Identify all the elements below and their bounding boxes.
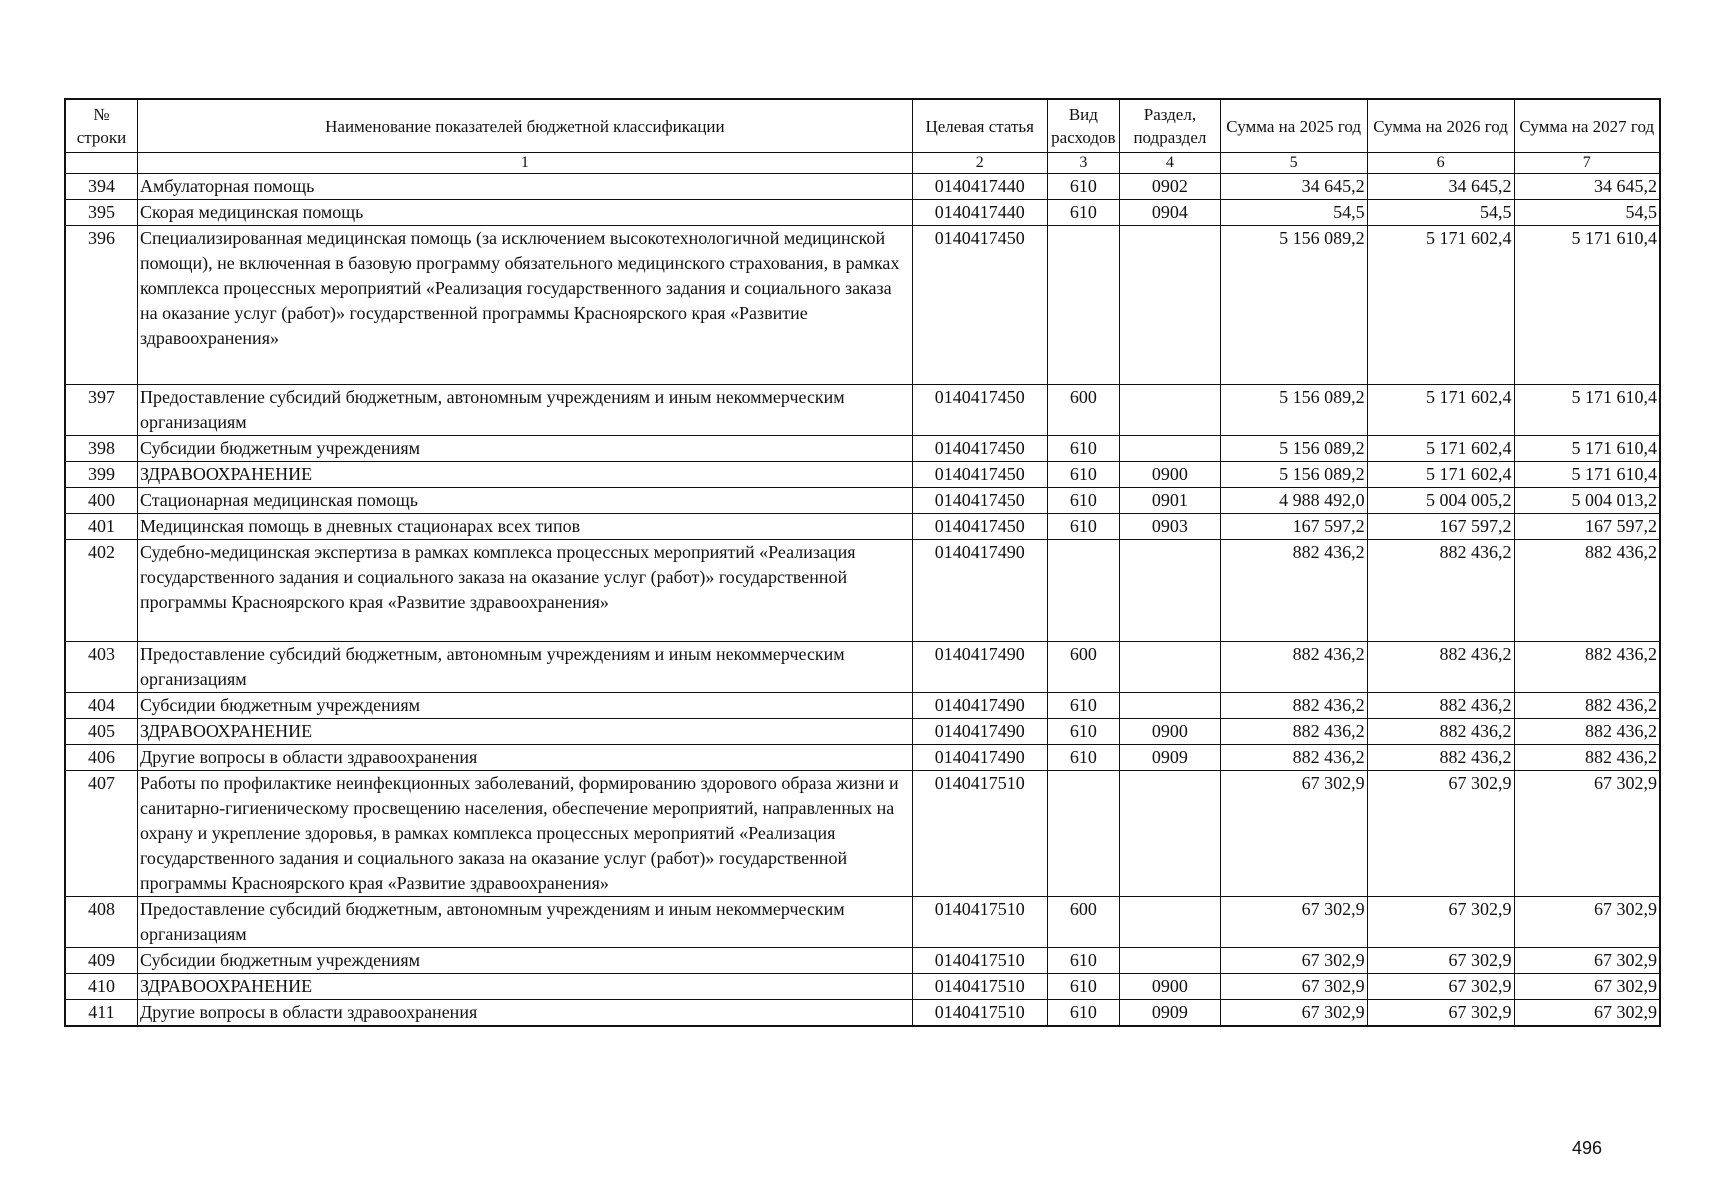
row-target-article: 0140417490	[912, 719, 1047, 745]
row-sum-2026: 882 436,2	[1367, 693, 1514, 719]
row-expense-kind	[1047, 771, 1119, 897]
row-sum-2025: 67 302,9	[1220, 771, 1367, 897]
row-expense-kind: 610	[1047, 693, 1119, 719]
row-target-article: 0140417490	[912, 745, 1047, 771]
row-sum-2026: 5 004 005,2	[1367, 488, 1514, 514]
row-number: 407	[65, 771, 137, 897]
row-name: Специализированная медицинская помощь (за исключением высокотехнологичной медицинской помощи), не включенная в базовую программу обязательного медицинского страхования, в рамках комплекса процессных мероприятий «Реализация государственного задания и социального заказа на оказание услуг (работ)» государственной программы Красноярского края «Развитие здравоохранения»	[137, 226, 912, 385]
row-section	[1120, 642, 1221, 693]
row-number: 405	[65, 719, 137, 745]
row-section	[1120, 436, 1221, 462]
column-number: 1	[137, 153, 912, 174]
table-row	[65, 436, 1660, 462]
row-target-article: 0140417510	[912, 771, 1047, 897]
row-section: 0901	[1120, 488, 1221, 514]
row-sum-2027: 67 302,9	[1514, 948, 1660, 974]
row-sum-2027: 34 645,2	[1514, 174, 1660, 200]
row-number: 395	[65, 200, 137, 226]
row-sum-2025: 5 156 089,2	[1220, 385, 1367, 436]
row-section: 0909	[1120, 1000, 1221, 1027]
row-target-article: 0140417490	[912, 642, 1047, 693]
row-sum-2025: 882 436,2	[1220, 719, 1367, 745]
table-row	[65, 514, 1660, 540]
header-sum-2027: Сумма на 2027 год	[1514, 99, 1660, 153]
row-name: Предоставление субсидий бюджетным, автономным учреждениям и иным некоммерческим организациям	[137, 385, 912, 436]
row-sum-2025: 4 988 492,0	[1220, 488, 1367, 514]
row-number: 411	[65, 1000, 137, 1027]
row-name: Предоставление субсидий бюджетным, автономным учреждениям и иным некоммерческим организациям	[137, 642, 912, 693]
row-sum-2026: 5 171 602,4	[1367, 226, 1514, 385]
row-expense-kind: 610	[1047, 200, 1119, 226]
row-target-article: 0140417440	[912, 200, 1047, 226]
row-number: 396	[65, 226, 137, 385]
row-name: Скорая медицинская помощь	[137, 200, 912, 226]
budget-table	[64, 98, 1661, 1027]
row-sum-2026: 882 436,2	[1367, 745, 1514, 771]
row-sum-2025: 67 302,9	[1220, 948, 1367, 974]
row-sum-2027: 67 302,9	[1514, 771, 1660, 897]
row-section	[1120, 897, 1221, 948]
header-row-no: № строки	[65, 99, 137, 153]
column-number: 3	[1047, 153, 1119, 174]
row-sum-2025: 882 436,2	[1220, 642, 1367, 693]
row-expense-kind: 610	[1047, 462, 1119, 488]
page-number: 496	[1572, 1138, 1603, 1158]
row-section	[1120, 948, 1221, 974]
table-row	[65, 1000, 1660, 1027]
header-row	[65, 99, 1660, 153]
row-sum-2027: 5 171 610,4	[1514, 385, 1660, 436]
table-row	[65, 693, 1660, 719]
row-expense-kind: 600	[1047, 897, 1119, 948]
table-row	[65, 226, 1660, 385]
row-section: 0909	[1120, 745, 1221, 771]
row-sum-2027: 882 436,2	[1514, 642, 1660, 693]
table-row	[65, 948, 1660, 974]
row-sum-2025: 67 302,9	[1220, 974, 1367, 1000]
row-target-article: 0140417510	[912, 974, 1047, 1000]
row-expense-kind: 610	[1047, 174, 1119, 200]
row-sum-2026: 34 645,2	[1367, 174, 1514, 200]
row-sum-2027: 67 302,9	[1514, 974, 1660, 1000]
row-sum-2026: 167 597,2	[1367, 514, 1514, 540]
row-name: Стационарная медицинская помощь	[137, 488, 912, 514]
row-number: 403	[65, 642, 137, 693]
table-row	[65, 488, 1660, 514]
row-sum-2026: 67 302,9	[1367, 897, 1514, 948]
row-target-article: 0140417510	[912, 948, 1047, 974]
table-row	[65, 771, 1660, 897]
row-sum-2025: 5 156 089,2	[1220, 226, 1367, 385]
row-name: Судебно-медицинская экспертиза в рамках комплекса процессных мероприятий «Реализация государственного задания и социального заказа на оказание услуг (работ)» государственной программы Красноярского края «Развитие здравоохранения»	[137, 540, 912, 642]
column-number: 5	[1220, 153, 1367, 174]
row-section	[1120, 385, 1221, 436]
row-sum-2026: 67 302,9	[1367, 974, 1514, 1000]
row-number: 401	[65, 514, 137, 540]
row-target-article: 0140417490	[912, 540, 1047, 642]
table-row	[65, 974, 1660, 1000]
row-sum-2027: 5 171 610,4	[1514, 436, 1660, 462]
row-target-article: 0140417440	[912, 174, 1047, 200]
table-row	[65, 745, 1660, 771]
row-sum-2026: 882 436,2	[1367, 719, 1514, 745]
row-number: 406	[65, 745, 137, 771]
column-number: 4	[1120, 153, 1221, 174]
header-sum-2025: Сумма на 2025 год	[1220, 99, 1367, 153]
row-number: 398	[65, 436, 137, 462]
row-sum-2026: 5 171 602,4	[1367, 436, 1514, 462]
row-name: Субсидии бюджетным учреждениям	[137, 436, 912, 462]
row-section	[1120, 226, 1221, 385]
row-number: 409	[65, 948, 137, 974]
row-section: 0903	[1120, 514, 1221, 540]
row-target-article: 0140417450	[912, 488, 1047, 514]
row-sum-2027: 67 302,9	[1514, 1000, 1660, 1027]
row-sum-2025: 167 597,2	[1220, 514, 1367, 540]
row-name: Работы по профилактике неинфекционных заболеваний, формированию здорового образа жизни и санитарно-гигиеническому просвещению населения, обеспечение мероприятий, направленных на охрану и укрепление здоровья, в рамках комплекса процессных мероприятий «Реализация государственного задания и социального заказа на оказание услуг (работ)» государственной программы Красноярского края «Развитие здравоохранения»	[137, 771, 912, 897]
column-number	[65, 153, 137, 174]
row-sum-2025: 54,5	[1220, 200, 1367, 226]
row-sum-2026: 54,5	[1367, 200, 1514, 226]
row-name: Другие вопросы в области здравоохранения	[137, 745, 912, 771]
row-target-article: 0140417450	[912, 226, 1047, 385]
row-target-article: 0140417450	[912, 385, 1047, 436]
table-row	[65, 462, 1660, 488]
row-sum-2027: 167 597,2	[1514, 514, 1660, 540]
row-sum-2027: 882 436,2	[1514, 540, 1660, 642]
row-name: ЗДРАВООХРАНЕНИЕ	[137, 974, 912, 1000]
row-expense-kind: 610	[1047, 974, 1119, 1000]
row-sum-2027: 67 302,9	[1514, 897, 1660, 948]
row-expense-kind: 610	[1047, 745, 1119, 771]
row-number: 394	[65, 174, 137, 200]
row-expense-kind	[1047, 226, 1119, 385]
row-sum-2026: 67 302,9	[1367, 1000, 1514, 1027]
row-expense-kind: 610	[1047, 719, 1119, 745]
row-section	[1120, 771, 1221, 897]
row-expense-kind: 600	[1047, 385, 1119, 436]
row-sum-2026: 5 171 602,4	[1367, 385, 1514, 436]
row-sum-2025: 34 645,2	[1220, 174, 1367, 200]
row-name: Медицинская помощь в дневных стационарах всех типов	[137, 514, 912, 540]
column-number-row	[65, 153, 1660, 174]
column-number: 7	[1514, 153, 1660, 174]
row-number: 402	[65, 540, 137, 642]
row-expense-kind: 610	[1047, 488, 1119, 514]
row-target-article: 0140417490	[912, 693, 1047, 719]
row-sum-2027: 5 171 610,4	[1514, 226, 1660, 385]
header-section: Раздел, подраздел	[1120, 99, 1221, 153]
row-section: 0900	[1120, 462, 1221, 488]
row-name: Субсидии бюджетным учреждениям	[137, 693, 912, 719]
header-target: Целевая статья	[912, 99, 1047, 153]
row-target-article: 0140417510	[912, 1000, 1047, 1027]
row-sum-2025: 67 302,9	[1220, 1000, 1367, 1027]
row-sum-2026: 882 436,2	[1367, 540, 1514, 642]
row-expense-kind: 610	[1047, 1000, 1119, 1027]
table-row	[65, 719, 1660, 745]
row-sum-2025: 882 436,2	[1220, 540, 1367, 642]
row-expense-kind: 610	[1047, 436, 1119, 462]
row-section	[1120, 693, 1221, 719]
row-sum-2025: 5 156 089,2	[1220, 462, 1367, 488]
header-kind: Вид расходов	[1047, 99, 1119, 153]
row-sum-2027: 5 171 610,4	[1514, 462, 1660, 488]
table-row	[65, 200, 1660, 226]
row-sum-2025: 882 436,2	[1220, 745, 1367, 771]
row-sum-2026: 67 302,9	[1367, 948, 1514, 974]
row-number: 400	[65, 488, 137, 514]
row-sum-2025: 882 436,2	[1220, 693, 1367, 719]
row-number: 404	[65, 693, 137, 719]
table-row	[65, 385, 1660, 436]
row-section: 0904	[1120, 200, 1221, 226]
row-expense-kind: 600	[1047, 642, 1119, 693]
row-expense-kind: 610	[1047, 948, 1119, 974]
row-target-article: 0140417450	[912, 514, 1047, 540]
row-sum-2025: 5 156 089,2	[1220, 436, 1367, 462]
row-section	[1120, 540, 1221, 642]
row-sum-2025: 67 302,9	[1220, 897, 1367, 948]
column-number: 6	[1367, 153, 1514, 174]
row-sum-2027: 5 004 013,2	[1514, 488, 1660, 514]
row-section: 0900	[1120, 719, 1221, 745]
row-sum-2027: 882 436,2	[1514, 719, 1660, 745]
row-name: Предоставление субсидий бюджетным, автономным учреждениям и иным некоммерческим организациям	[137, 897, 912, 948]
row-name: ЗДРАВООХРАНЕНИЕ	[137, 719, 912, 745]
row-sum-2027: 882 436,2	[1514, 693, 1660, 719]
row-sum-2026: 882 436,2	[1367, 642, 1514, 693]
row-name: Другие вопросы в области здравоохранения	[137, 1000, 912, 1027]
header-name: Наименование показателей бюджетной классификации	[137, 99, 912, 153]
table-row	[65, 174, 1660, 200]
row-name: ЗДРАВООХРАНЕНИЕ	[137, 462, 912, 488]
row-section: 0900	[1120, 974, 1221, 1000]
row-expense-kind	[1047, 540, 1119, 642]
row-target-article: 0140417450	[912, 436, 1047, 462]
table-row	[65, 540, 1660, 642]
row-sum-2026: 67 302,9	[1367, 771, 1514, 897]
table-row	[65, 642, 1660, 693]
column-number: 2	[912, 153, 1047, 174]
table-header	[65, 99, 1660, 174]
row-section: 0902	[1120, 174, 1221, 200]
row-sum-2027: 882 436,2	[1514, 745, 1660, 771]
row-number: 397	[65, 385, 137, 436]
row-number: 408	[65, 897, 137, 948]
row-sum-2027: 54,5	[1514, 200, 1660, 226]
row-expense-kind: 610	[1047, 514, 1119, 540]
table-row	[65, 897, 1660, 948]
row-number: 399	[65, 462, 137, 488]
row-target-article: 0140417450	[912, 462, 1047, 488]
row-sum-2026: 5 171 602,4	[1367, 462, 1514, 488]
table-body	[65, 174, 1660, 1027]
row-name: Субсидии бюджетным учреждениям	[137, 948, 912, 974]
header-sum-2026: Сумма на 2026 год	[1367, 99, 1514, 153]
row-target-article: 0140417510	[912, 897, 1047, 948]
row-name: Амбулаторная помощь	[137, 174, 912, 200]
row-number: 410	[65, 974, 137, 1000]
